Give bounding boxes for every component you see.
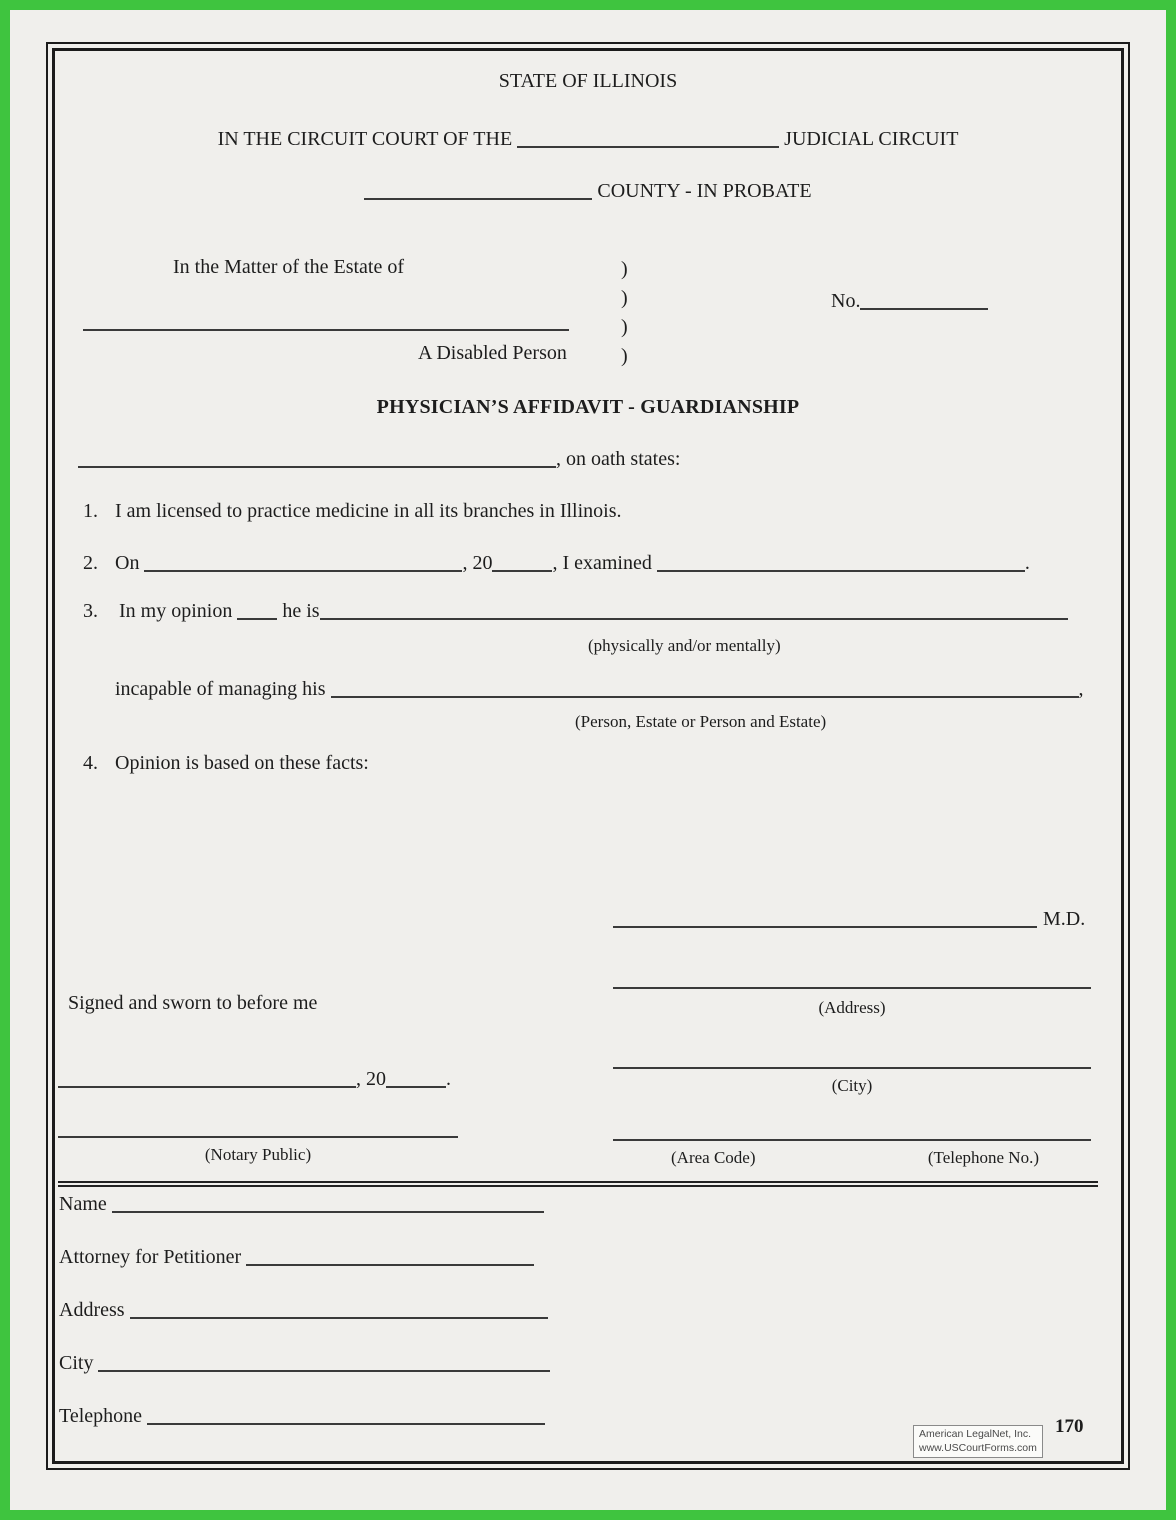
condition-hint: (physically and/or mentally) [588,636,781,655]
legalnet-stamp [913,1425,1043,1458]
blank-county-name [364,186,592,200]
blank-phone [613,1139,1091,1141]
blank-attorney-for [246,1252,534,1266]
footer-attorney-row [59,1245,534,1270]
item-2-year-prefix: , 20 [462,552,493,574]
blank-sworn-date [58,1074,356,1088]
item-3-comma: , [1078,678,1084,700]
caption-paren: ) [621,258,628,280]
page-number: 170 [1055,1416,1084,1437]
blank-examined-person [657,558,1025,572]
matter-of-estate-label: In the Matter of the Estate of [173,256,405,278]
footer-telephone-row [59,1404,545,1429]
state-title: STATE OF ILLINOIS [498,70,678,92]
item-3-number: 3. [83,600,98,622]
city-hint: (City) [831,1076,873,1095]
county-suffix: COUNTY - IN PROBATE [597,180,812,202]
form-title: PHYSICIAN’S AFFIDAVIT - GUARDIANSHIP [376,396,800,418]
blank-examination-date [144,558,462,572]
legalnet-line2: www.USCourtForms.com [919,1441,1037,1454]
blank-examination-year [492,558,552,572]
blank-attorney-telephone [147,1411,545,1425]
notary-hint: (Notary Public) [204,1145,312,1164]
blank-affiant-name [78,454,556,468]
item-2-period: . [1024,552,1030,574]
attorney-label: Attorney for Petitioner [59,1246,242,1268]
item-3-he-is: he is [282,600,320,622]
md-label: M.D. [1043,908,1086,930]
footer-city-label: City [59,1352,94,1374]
area-code-hint: (Area Code) [671,1148,756,1167]
caption-paren: ) [621,316,628,338]
footer-city-row [59,1351,550,1376]
blank-notary-signature [58,1136,458,1138]
blank-city [613,1067,1091,1069]
date-period: . [446,1068,451,1090]
item-2-number: 2. [83,552,98,574]
blank-address [613,987,1091,989]
form-border-inner [52,48,1124,1464]
item-1 [83,499,622,524]
sworn-text: Signed and sworn to before me [68,992,318,1014]
caption-paren: ) [621,345,628,367]
item-4-text: Opinion is based on these facts: [115,752,369,774]
footer-name-row [59,1192,544,1217]
blank-estate-name [83,329,569,331]
blank-case-number [860,296,988,310]
circuit-court-prefix: IN THE CIRCUIT COURT OF THE [217,128,513,150]
address-hint: (Address) [818,998,886,1017]
item-4-number: 4. [83,752,98,774]
notary-date-line [58,1067,451,1092]
blank-physician-signature [613,914,1037,928]
managing-scope-hint: (Person, Estate or Person and Estate) [575,712,827,731]
footer-telephone-label: Telephone [59,1405,143,1427]
item-2-examined: , I examined [552,552,652,574]
blank-attorney-city [98,1358,550,1372]
address-label: Address [59,1299,125,1321]
oath-suffix: , on oath states: [556,448,681,470]
case-number-group [831,289,988,314]
footer-address-row [59,1298,548,1323]
form-border-outer [46,42,1130,1470]
phone-hints-row [613,1147,1091,1168]
item-2-on: On [115,552,140,574]
blank-sworn-year [386,1074,446,1088]
scan-background [10,10,1166,1510]
item-3-continued [115,677,1084,702]
telephone-hint: (Telephone No.) [927,1148,1039,1167]
caption-paren-column [621,255,628,371]
county-line [55,179,1121,204]
date-year-prefix: , 20 [356,1068,386,1090]
disabled-person-label: A Disabled Person [418,342,567,364]
section-divider-rule [58,1181,1098,1187]
blank-attorney-address [130,1305,548,1319]
blank-judicial-circuit-name [517,134,779,148]
blank-pronoun [237,606,277,620]
circuit-court-line [55,127,1121,152]
legalnet-line1: American LegalNet, Inc. [919,1428,1032,1440]
item-3-prefix: In my opinion [119,600,233,622]
case-number-label: No. [831,290,861,312]
oath-line [78,447,680,472]
item-4 [83,751,369,776]
blank-condition [320,606,1068,620]
name-label: Name [59,1193,107,1215]
item-2 [83,551,1030,576]
blank-attorney-name [112,1199,544,1213]
physician-signature-group [613,907,1085,932]
item-3 [83,599,1068,624]
item-1-text: I am licensed to practice medicine in all its branches in Illinois. [115,500,622,522]
caption-paren: ) [621,287,628,309]
circuit-court-suffix: JUDICIAL CIRCUIT [784,128,959,150]
item-1-number: 1. [83,500,98,522]
blank-managing-scope [331,684,1079,698]
item-3-cont-text: incapable of managing his [115,678,326,700]
